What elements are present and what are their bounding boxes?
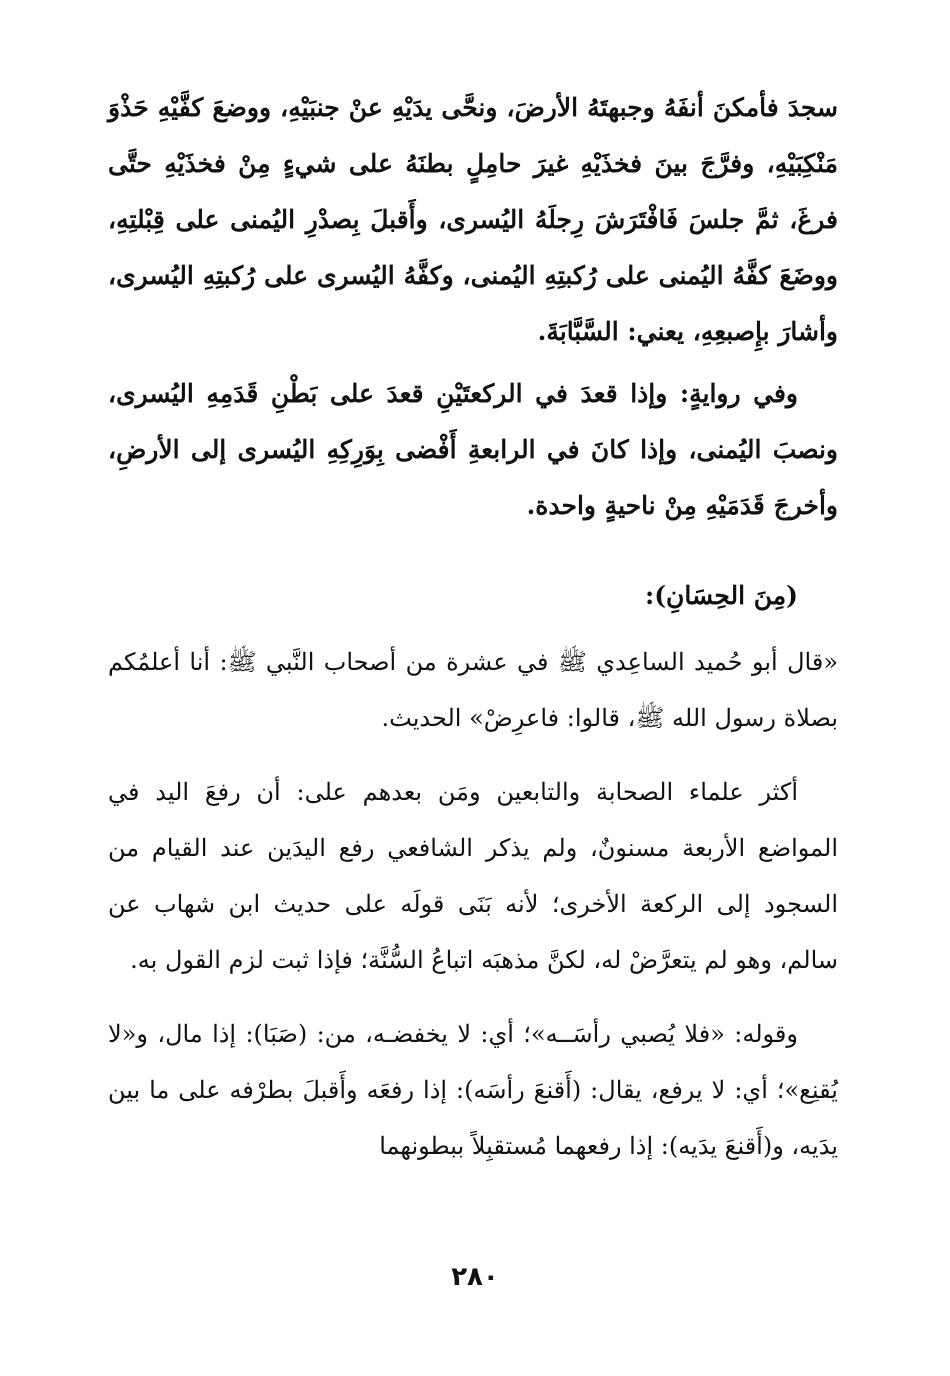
paragraph-narration: وفي روايةٍ: وإذا قعدَ في الركعتَيْنِ قعدَ على بَطْنِ قَدَمِهِ اليُسرى، ونصبَ اليُمنى، وإذا كانَ في الرابعةِ أَفْضى بِوَرِكِهِ اليُسرى إلى الأرضِ، وأخرجَ قَدَمَيْهِ مِنْ ناحيةٍ واحدة. xyxy=(108,379,838,520)
paragraph-explanation: وقوله: «فلا يُصبي رأسَــه»؛ أي: لا يخفضـه، من: (صَبَا): إذا مال، و«لا يُقنِع»؛ أي: لا يرفع، يقال: (أَقنعَ رأسَه): إذا رفعَه وأَقبلَ بطرْفه على ما بين يدَيه، و(أَقنعَ يدَيه): إذا رفعهما مُستقبِلاً ببطونهما xyxy=(108,1020,838,1160)
page-body xyxy=(108,80,838,1174)
paragraph-commentary: أكثر علماء الصحابة والتابعين ومَن بعدهم على: أن رفعَ اليد في المواضع الأربعة مسنونٌ، ولم يذكر الشافعي رفع اليدَين عند القيام من السجود إلى الركعة الأخرى؛ لأنه بَنَى قولَه على حديث ابن شهاب عن سالم، وهو لم يتعرَّضْ له، لكنَّ مذهبَه اتباعُ السُّنَّة؛ فإذا ثبت لزم القول به. xyxy=(108,778,838,974)
paragraph-abu-humaid: «قال أبو حُميد الساعِدي ﷺ في عشرة من أصحاب النَّبي ﷺ: أنا أعلمُكم بصلاة رسول الله ﷺ، قالوا: فاعرِضْ» الحديث. xyxy=(108,648,838,732)
section-heading: (مِنَ الحِسَانِ): xyxy=(645,581,798,610)
paragraph-hadith-prostration: سجدَ فأمكنَ أنفَهُ وجبهتَهُ الأرضَ، ونحَّى يدَيْهِ عنْ جنبَيْهِ، ووضعَ كفَّيْهِ حَذْوَ مَنْكِبَيْهِ، وفرَّجَ بينَ فخذَيْهِ غيرَ حامِلٍ بطنَهُ على شيءٍ مِنْ فخذَيْهِ حتَّى فرغَ، ثمَّ جلسَ فَافْتَرَشَ رِجلَهُ اليُسرى، وأَقبلَ بِصدْرِ اليُمنى على قِبْلتِهِ، ووضَعَ كفَّهُ اليُمنى على رُكبتِهِ اليُمنى، وكفَّهُ اليُسرى على رُكبتِهِ اليُسرى، وأشارَ بإِصبعِهِ، يعني: السَّبَّابَةَ. xyxy=(108,93,838,346)
page-number: ٢٨٠ xyxy=(451,1262,499,1292)
